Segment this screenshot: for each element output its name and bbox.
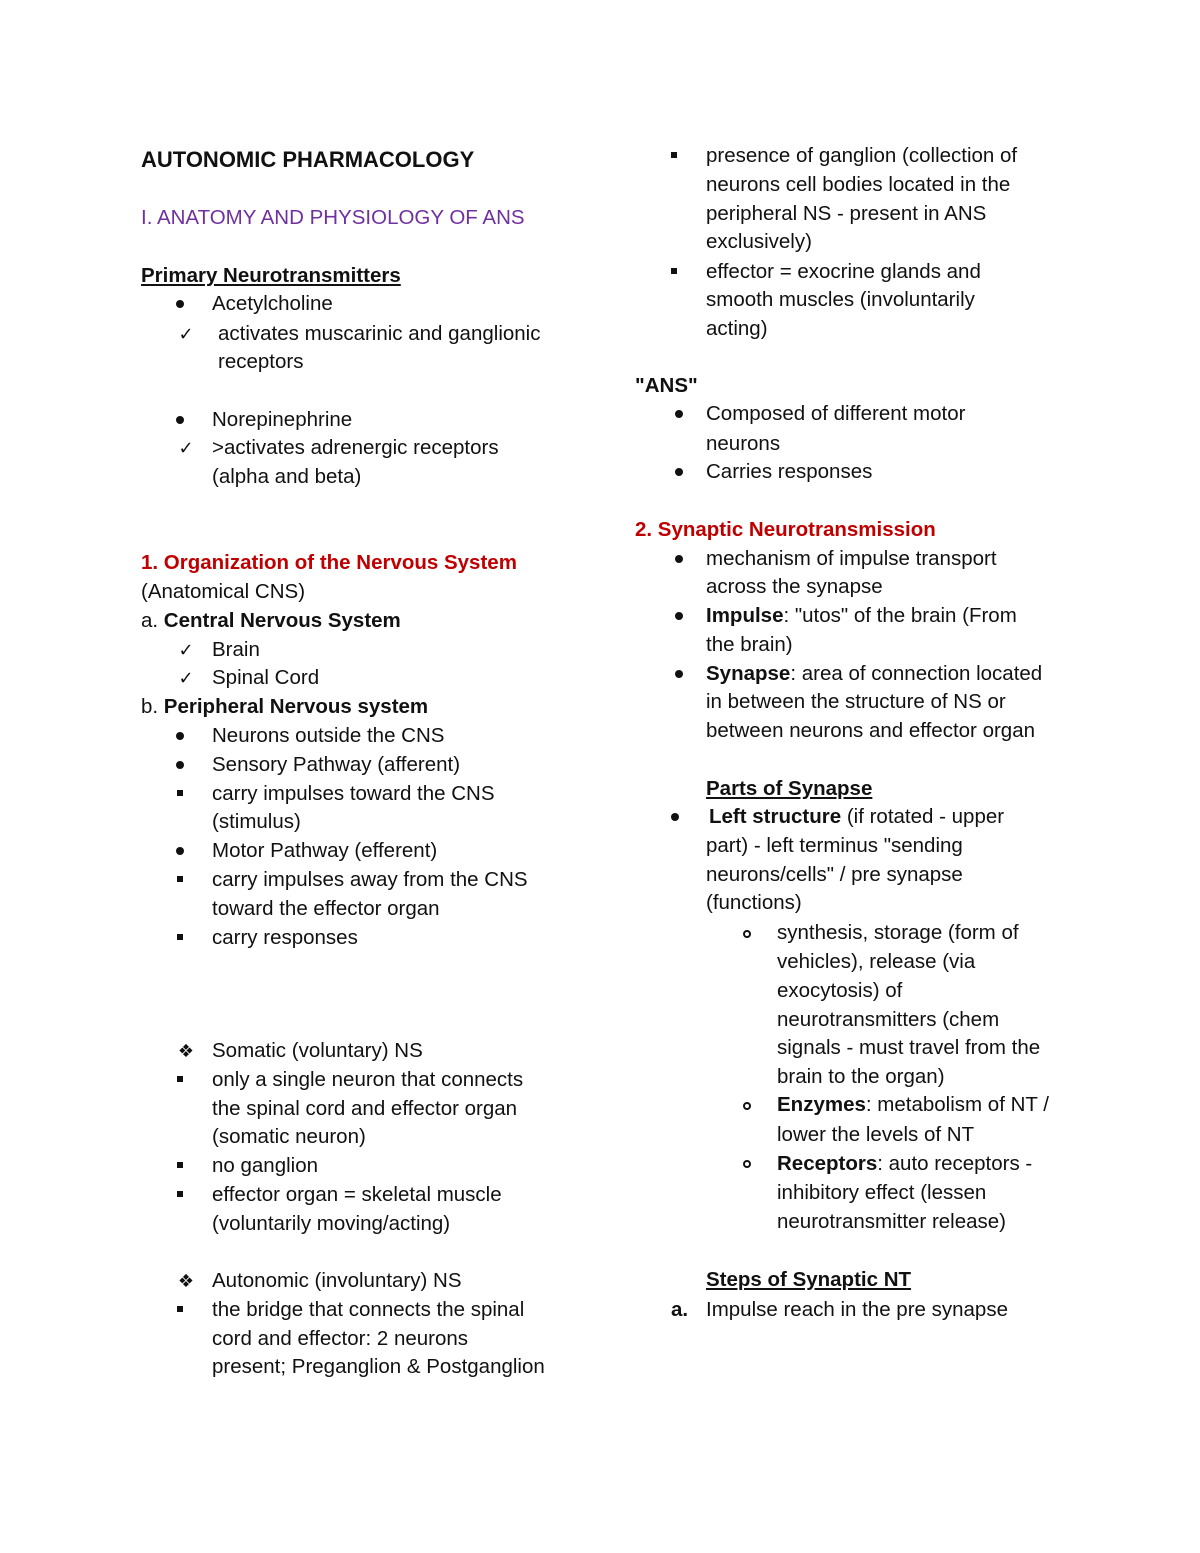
step-a-marker: a. <box>671 1298 689 1321</box>
ach-note-line1: activates muscarinic and ganglionic <box>218 322 541 345</box>
document-title: AUTONOMIC PHARMACOLOGY <box>141 147 475 172</box>
diamond-bullet-icon: ❖ <box>177 1041 195 1061</box>
ans-item1-line2: neurons <box>706 432 781 455</box>
bullet-icon <box>675 612 683 620</box>
square-bullet-icon <box>671 268 677 274</box>
square-bullet-icon <box>177 1162 183 1168</box>
step-a-text: Impulse reach in the pre synapse <box>706 1298 1008 1321</box>
function1-line2: vehicles), release (via <box>777 950 976 973</box>
motor-sub-line2: toward the effector organ <box>212 897 440 920</box>
bullet-icon <box>671 813 679 821</box>
sensory-sub-line1: carry impulses toward the CNS <box>212 782 495 805</box>
acetylcholine-item: Acetylcholine <box>212 292 333 315</box>
somatic-item1-line2: the spinal cord and effector organ <box>212 1097 518 1120</box>
section-heading-anatomy: I. ANATOMY AND PHYSIOLOGY OF ANS <box>141 206 525 229</box>
checkmark-icon: ✓ <box>178 438 194 458</box>
function1-line1: synthesis, storage (form of <box>777 921 1019 944</box>
diamond-bullet-icon: ❖ <box>177 1271 195 1291</box>
square-bullet-icon <box>177 934 183 940</box>
ganglion-line3: peripheral NS - present in ANS <box>706 202 987 225</box>
pns-item-motor: Motor Pathway (efferent) <box>212 839 438 862</box>
ans-item2: Carries responses <box>706 460 873 483</box>
bullet-icon <box>176 847 184 855</box>
bullet-icon <box>176 761 184 769</box>
autonomic-item1-line3: present; Preganglion & Postganglion <box>212 1355 545 1378</box>
bullet-icon <box>176 416 184 424</box>
sensory-sub-line2: (stimulus) <box>212 810 301 833</box>
ne-note-line1: >activates adrenergic receptors <box>212 436 499 459</box>
circle-bullet-icon <box>743 1102 751 1110</box>
norepinephrine-item: Norepinephrine <box>212 408 353 431</box>
steps-heading: Steps of Synaptic NT <box>706 1268 912 1291</box>
square-bullet-icon <box>177 1191 183 1197</box>
somatic-heading: Somatic (voluntary) NS <box>212 1039 423 1062</box>
square-bullet-icon <box>177 790 183 796</box>
bullet-icon <box>176 300 184 308</box>
enzymes-line2: lower the levels of NT <box>777 1123 975 1146</box>
motor-sub-line1: carry impulses away from the CNS <box>212 868 528 891</box>
checkmark-icon: ✓ <box>178 324 194 344</box>
synapse-line1: Synapse: area of connection located <box>706 662 1043 685</box>
square-bullet-icon <box>177 1306 183 1312</box>
function1-line4: neurotransmitters (chem <box>777 1008 1000 1031</box>
somatic-item2: no ganglion <box>212 1154 319 1177</box>
pns-heading: b. Peripheral Nervous system <box>141 695 429 718</box>
impulse-line2: the brain) <box>706 633 793 656</box>
pns-item-neurons-outside: Neurons outside the CNS <box>212 724 445 747</box>
ans-item1-line1: Composed of different motor <box>706 402 966 425</box>
bullet-icon <box>675 555 683 563</box>
anatomical-cns-label: (Anatomical CNS) <box>141 580 306 603</box>
left-structure-line1: Left structure (if rotated - upper <box>709 805 1005 828</box>
somatic-item1-line3: (somatic neuron) <box>212 1125 366 1148</box>
receptors-line2: inhibitory effect (lessen <box>777 1181 987 1204</box>
checkmark-icon: ✓ <box>178 640 194 660</box>
function1-line3: exocytosis) of <box>777 979 903 1002</box>
ach-note-line2: receptors <box>218 350 304 373</box>
syn-item1-line1: mechanism of impulse transport <box>706 547 997 570</box>
synapse-line2: in between the structure of NS or <box>706 690 1006 713</box>
somatic-item3-line1: effector organ = skeletal muscle <box>212 1183 502 1206</box>
effector-line3: acting) <box>706 317 768 340</box>
autonomic-item1-line2: cord and effector: 2 neurons <box>212 1327 469 1350</box>
impulse-line1: Impulse: "utos" of the brain (From <box>706 604 1017 627</box>
left-structure-line2: part) - left terminus "sending <box>706 834 963 857</box>
square-bullet-icon <box>671 152 677 158</box>
function1-line5: signals - must travel from the <box>777 1036 1041 1059</box>
cns-heading: a. Central Nervous System <box>141 609 401 632</box>
organization-heading: 1. Organization of the Nervous System <box>141 551 517 574</box>
bullet-icon <box>675 670 683 678</box>
parts-of-synapse-heading: Parts of Synapse <box>706 777 873 800</box>
somatic-item3-line2: (voluntarily moving/acting) <box>212 1212 451 1235</box>
ganglion-line1: presence of ganglion (collection of <box>706 144 1018 167</box>
receptors-line3: neurotransmitter release) <box>777 1210 1007 1233</box>
effector-line2: smooth muscles (involuntarily <box>706 288 975 311</box>
ne-note-line2: (alpha and beta) <box>212 465 362 488</box>
autonomic-item1-line1: the bridge that connects the spinal <box>212 1298 525 1321</box>
circle-bullet-icon <box>743 1160 751 1168</box>
bullet-icon <box>675 410 683 418</box>
left-structure-line3: neurons/cells" / pre synapse <box>706 863 963 886</box>
spinal-cord-item: Spinal Cord <box>212 666 320 689</box>
ganglion-line4: exclusively) <box>706 230 812 253</box>
primary-neurotransmitters-heading: Primary Neurotransmitters <box>141 264 401 287</box>
brain-item: Brain <box>212 638 260 661</box>
square-bullet-icon <box>177 876 183 882</box>
ganglion-line2: neurons cell bodies located in the <box>706 173 1011 196</box>
ans-heading: "ANS" <box>635 374 698 397</box>
square-bullet-icon <box>177 1076 183 1082</box>
autonomic-heading: Autonomic (involuntary) NS <box>212 1269 462 1292</box>
pns-item-sensory: Sensory Pathway (afferent) <box>212 753 461 776</box>
bullet-icon <box>176 732 184 740</box>
synaptic-heading: 2. Synaptic Neurotransmission <box>635 518 936 541</box>
synapse-line3: between neurons and effector organ <box>706 719 1036 742</box>
circle-bullet-icon <box>743 930 751 938</box>
function1-line6: brain to the organ) <box>777 1065 945 1088</box>
left-structure-line4: (functions) <box>706 891 802 914</box>
enzymes-line1: Enzymes: metabolism of NT / <box>777 1093 1049 1116</box>
checkmark-icon: ✓ <box>178 668 194 688</box>
syn-item1-line2: across the synapse <box>706 575 883 598</box>
somatic-item1-line1: only a single neuron that connects <box>212 1068 524 1091</box>
motor-sub-line3: carry responses <box>212 926 358 949</box>
bullet-icon <box>675 468 683 476</box>
receptors-line1: Receptors: auto receptors - <box>777 1152 1033 1175</box>
effector-line1: effector = exocrine glands and <box>706 260 981 283</box>
